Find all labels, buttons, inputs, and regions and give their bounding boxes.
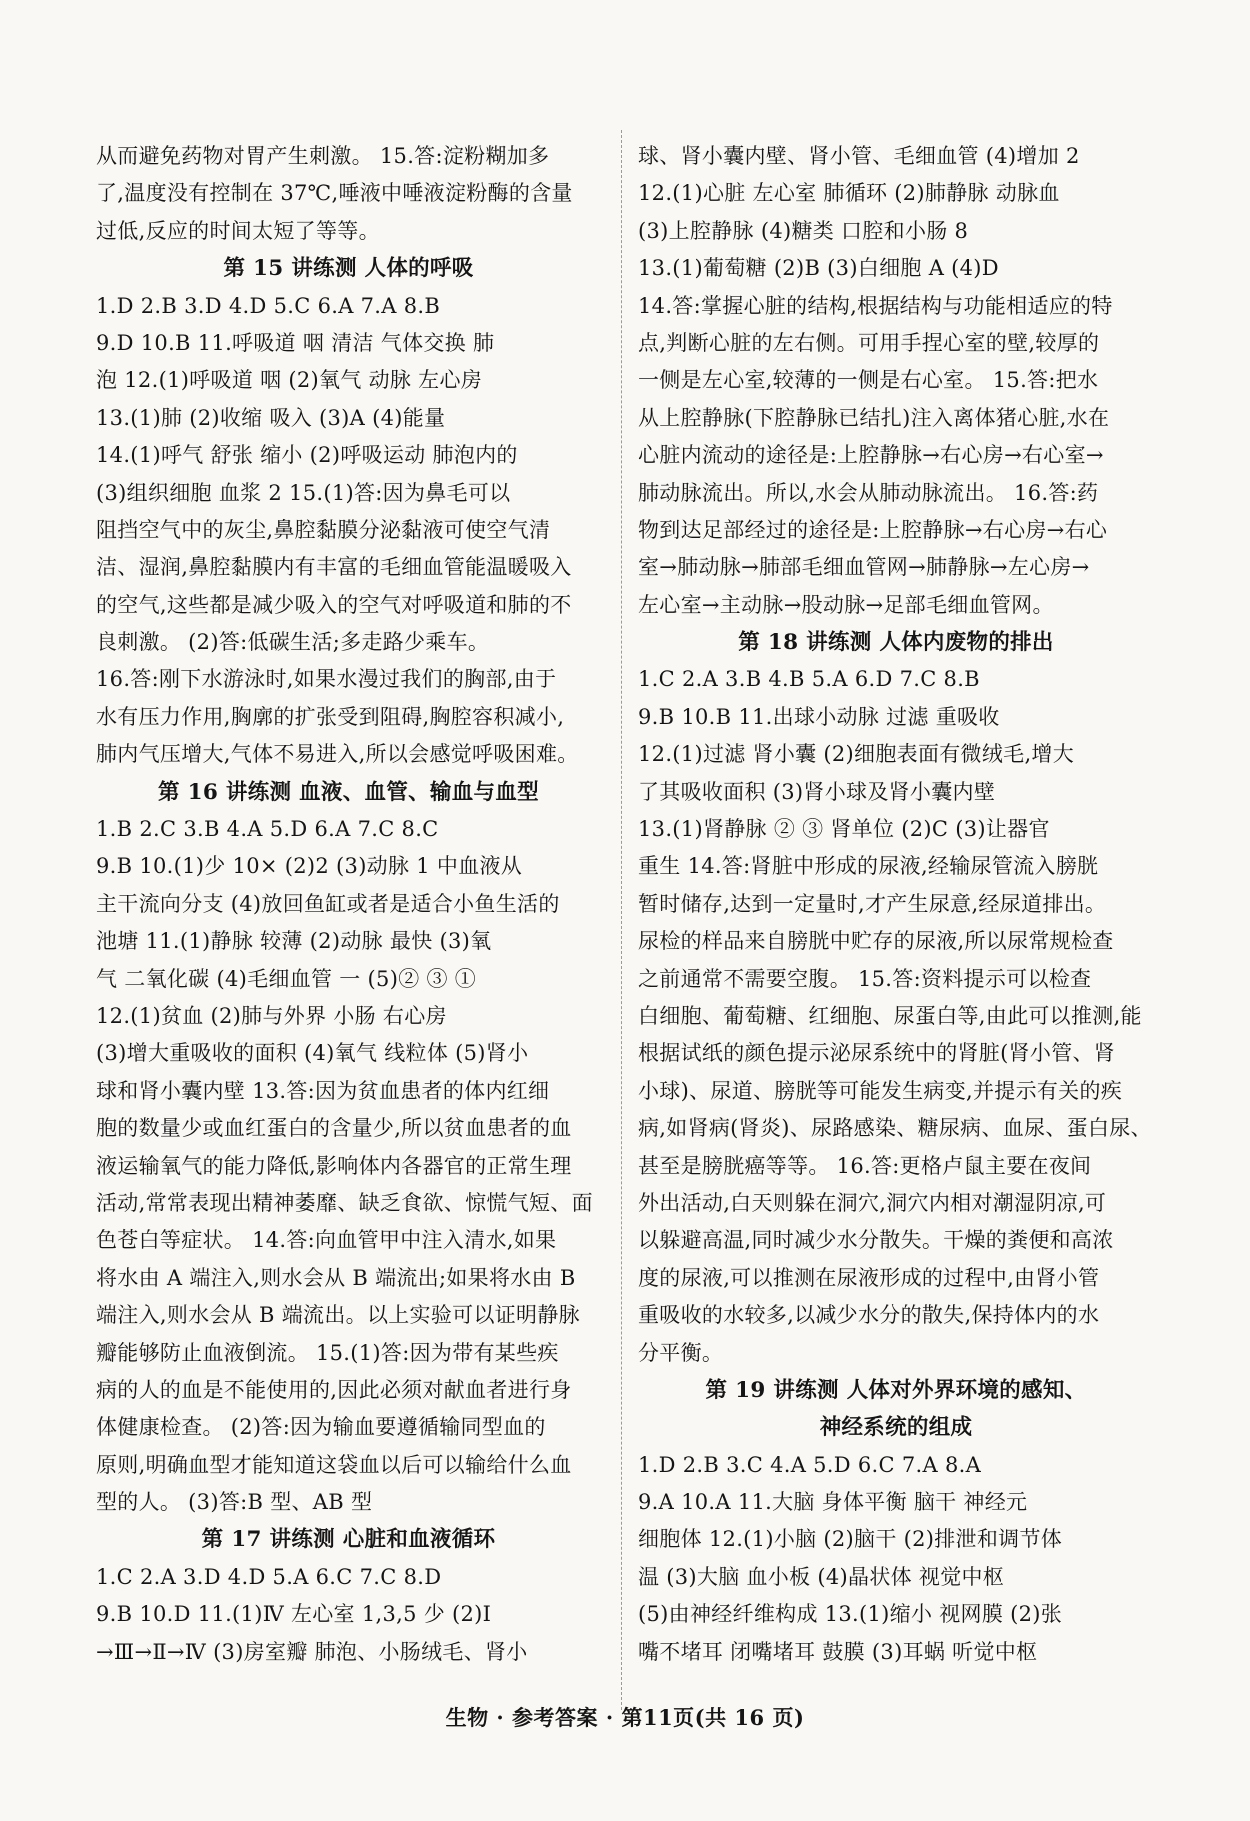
answer-line: 液运输氧气的能力降低,影响体内各器官的正常生理 [96, 1153, 572, 1178]
answer-line: 室→肺动脉→肺部毛细血管网→肺静脉→左心房→ [638, 555, 1090, 580]
answer-line: 1.D 2.B 3.C 4.A 5.D 6.C 7.A 8.A [638, 1452, 982, 1477]
answer-line: 体健康检查。 (2)答:因为输血要遵循输同型血的 [96, 1415, 546, 1440]
answer-line: 度的尿液,可以推测在尿液形成的过程中,由肾小管 [638, 1265, 1100, 1290]
answer-line: 从而避免药物对胃产生刺激。 15.答:淀粉糊加多 [96, 144, 550, 168]
answer-line: 12.(1)心脏 左心室 肺循环 (2)肺静脉 动脉血 [638, 181, 1060, 206]
answer-line: 12.(1)过滤 肾小囊 (2)细胞表面有微绒毛,增大 [638, 742, 1075, 767]
answer-line: 左心室→主动脉→股动脉→足部毛细血管网。 [638, 592, 1054, 617]
section-heading: 第 18 讲练测 人体内废物的排出 [738, 630, 1054, 656]
answer-line: 分平衡。 [638, 1340, 724, 1365]
section-heading: 第 16 讲练测 血液、血管、输血与血型 [158, 779, 539, 805]
answer-line: (3)组织细胞 血浆 2 15.(1)答:因为鼻毛可以 [96, 480, 511, 505]
answer-line: 病的人的血是不能使用的,因此必须对献血者进行身 [96, 1377, 572, 1402]
answer-line: 洁、湿润,鼻腔黏膜内有丰富的毛细血管能温暖吸入 [96, 555, 572, 580]
answer-line: 活动,常常表现出精神萎靡、缺乏食欲、惊慌气短、面 [96, 1190, 593, 1215]
answer-line: 球和肾小囊内壁 13.答:因为贫血患者的体内红细 [96, 1078, 550, 1103]
answer-line: (5)由神经纤维构成 13.(1)缩小 视网膜 (2)张 [638, 1602, 1063, 1627]
answer-line: 9.B 10.(1)少 10× (2)2 (3)动脉 1 中血液从 [96, 854, 523, 879]
answer-line: 了,温度没有控制在 37℃,唾液中唾液淀粉酶的含量 [96, 181, 573, 206]
answer-line: 主干流向分支 (4)放回鱼缸或者是适合小鱼生活的 [96, 891, 560, 916]
answer-line: 14.(1)呼气 舒张 缩小 (2)呼吸运动 肺泡内的 [96, 443, 518, 468]
answer-line: 细胞体 12.(1)小脑 (2)脑干 (2)排泄和调节体 [638, 1527, 1063, 1552]
answer-line: 球、肾小囊内壁、肾小管、毛细血管 (4)增加 2 [638, 144, 1080, 168]
answer-line: 泡 12.(1)呼吸道 咽 (2)氧气 动脉 左心房 [96, 368, 483, 393]
answer-line: 13.(1)肺 (2)收缩 吸入 (3)A (4)能量 [96, 405, 446, 430]
answer-line: 气 二氧化碳 (4)毛细血管 一 (5)② ③ ① [96, 966, 477, 991]
answer-line: 原则,明确血型才能知道这袋血以后可以输给什么血 [96, 1452, 572, 1477]
answer-line: 重吸收的水较多,以减少水分的散失,保持体内的水 [638, 1303, 1100, 1328]
left-column [96, 138, 601, 1671]
answer-line: 12.(1)贫血 (2)肺与外界 小肠 右心房 [96, 1003, 447, 1028]
answer-line: 池塘 11.(1)静脉 较薄 (2)动脉 最快 (3)氧 [96, 929, 492, 954]
answer-line: 9.D 10.B 11.呼吸道 咽 清洁 气体交换 肺 [96, 330, 495, 355]
answer-line: 1.C 2.A 3.B 4.B 5.A 6.D 7.C 8.B [638, 667, 980, 692]
answer-line: 甚至是膀胱癌等等。 16.答:更格卢鼠主要在夜间 [638, 1153, 1092, 1178]
answer-line: 小球)、尿道、膀胱等可能发生病变,并提示有关的疾 [638, 1078, 1123, 1103]
right-column [638, 138, 1154, 1671]
answer-line: 13.(1)肾静脉 ② ③ 肾单位 (2)C (3)让器官 [638, 817, 1050, 842]
answer-line: 端注入,则水会从 B 端流出。以上实验可以证明静脉 [96, 1303, 580, 1328]
answer-line: 16.答:刚下水游泳时,如果水漫过我们的胸部,由于 [96, 667, 557, 692]
answer-line: 重生 14.答:肾脏中形成的尿液,经输尿管流入膀胱 [638, 854, 1099, 879]
answer-line: 13.(1)葡萄糖 (2)B (3)白细胞 A (4)D [638, 256, 999, 281]
answer-line: 尿检的样品来自膀胱中贮存的尿液,所以尿常规检查 [638, 929, 1114, 954]
answer-line: 肺动脉流出。所以,水会从肺动脉流出。 16.答:药 [638, 480, 1099, 505]
answer-line: 外出活动,白天则躲在洞穴,洞穴内相对潮湿阴凉,可 [638, 1190, 1107, 1215]
answer-line: 心脏内流动的途径是:上腔静脉→右心房→右心室→ [638, 443, 1104, 468]
answer-line: 色苍白等症状。 14.答:向血管甲中注入清水,如果 [96, 1228, 557, 1253]
answer-line: 了其吸收面积 (3)肾小球及肾小囊内壁 [638, 779, 996, 804]
answer-line: 瓣能够防止血液倒流。 15.(1)答:因为带有某些疾 [96, 1340, 559, 1365]
answer-line: 9.B 10.B 11.出球小动脉 过滤 重吸收 [638, 704, 1000, 729]
answer-line: 1.B 2.C 3.B 4.A 5.D 6.A 7.C 8.C [96, 817, 439, 842]
section-heading: 第 19 讲练测 人体对外界环境的感知、 [705, 1377, 1087, 1403]
answer-line: 白细胞、葡萄糖、红细胞、尿蛋白等,由此可以推测,能 [638, 1003, 1142, 1028]
answer-line: 阻挡空气中的灰尘,鼻腔黏膜分泌黏液可使空气清 [96, 517, 551, 542]
answer-line: 14.答:掌握心脏的结构,根据结构与功能相适应的特 [638, 293, 1113, 318]
answer-line: 根据试纸的颜色提示泌尿系统中的肾脏(肾小管、肾 [638, 1041, 1116, 1066]
answer-line: 9.B 10.D 11.(1)Ⅳ 左心室 1,3,5 少 (2)Ⅰ [96, 1602, 492, 1627]
section-heading: 第 15 讲练测 人体的呼吸 [223, 256, 474, 282]
answer-line: (3)增大重吸收的面积 (4)氧气 线粒体 (5)肾小 [96, 1041, 529, 1066]
answer-line: →Ⅲ→Ⅱ→Ⅳ (3)房室瓣 肺泡、小肠绒毛、肾小 [96, 1639, 528, 1664]
section-heading: 神经系统的组成 [819, 1415, 973, 1441]
answer-line: 点,判断心脏的左右侧。可用手捏心室的壁,较厚的 [638, 330, 1100, 355]
answer-line: 的空气,这些都是减少吸入的空气对呼吸道和肺的不 [96, 592, 572, 617]
answer-line: 将水由 A 端注入,则水会从 B 端流出;如果将水由 B [96, 1265, 576, 1290]
answer-line: 型的人。 (3)答:B 型、AB 型 [96, 1490, 373, 1515]
answer-line: 肺内气压增大,气体不易进入,所以会感觉呼吸困难。 [96, 742, 579, 767]
answer-line: 1.C 2.A 3.D 4.D 5.A 6.C 7.C 8.D [96, 1564, 442, 1589]
answer-line: 过低,反应的时间太短了等等。 [96, 218, 380, 243]
column-divider [621, 130, 623, 1710]
answer-line: 良刺激。 (2)答:低碳生活;多走路少乘车。 [96, 630, 490, 655]
answer-line: 暂时储存,达到一定量时,才产生尿意,经尿道排出。 [638, 891, 1107, 916]
answer-line: 一侧是左心室,较薄的一侧是右心室。 15.答:把水 [638, 368, 1099, 393]
answer-line: 嘴不堵耳 闭嘴堵耳 鼓膜 (3)耳蜗 听觉中枢 [638, 1639, 1038, 1664]
page-footer: 生物 · 参考答案 · 第11页(共 16 页) [445, 1705, 805, 1730]
answer-line: 以躲避高温,同时减少水分散失。干燥的粪便和高浓 [638, 1228, 1114, 1253]
section-heading: 第 17 讲练测 心脏和血液循环 [201, 1527, 496, 1553]
answer-line: (3)上腔静脉 (4)糖类 口腔和小肠 8 [638, 218, 969, 243]
answer-line: 1.D 2.B 3.D 4.D 5.C 6.A 7.A 8.B [96, 293, 441, 318]
answer-line: 物到达足部经过的途径是:上腔静脉→右心房→右心 [638, 517, 1108, 542]
answer-line: 之前通常不需要空腹。 15.答:资料提示可以检查 [638, 966, 1092, 991]
answer-line: 9.A 10.A 11.大脑 身体平衡 脑干 神经元 [638, 1490, 1028, 1515]
answer-line: 从上腔静脉(下腔静脉已结扎)注入离体猪心脏,水在 [638, 405, 1110, 430]
answer-line: 病,如肾病(肾炎)、尿路感染、糖尿病、血尿、蛋白尿、 [638, 1116, 1152, 1141]
answer-line: 温 (3)大脑 血小板 (4)晶状体 视觉中枢 [638, 1564, 1005, 1589]
answer-line: 水有压力作用,胸廓的扩张受到阻碍,胸腔容积减小, [96, 704, 565, 729]
answer-line: 胞的数量少或血红蛋白的含量少,所以贫血患者的血 [96, 1116, 572, 1141]
